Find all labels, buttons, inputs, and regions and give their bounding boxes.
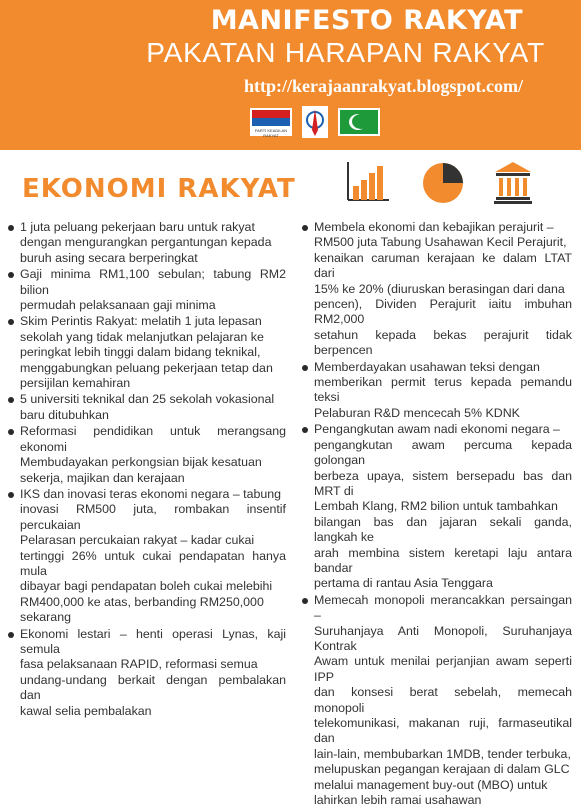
- manifesto-item: [6, 314, 286, 391]
- manifesto-item-line: Reformasi pendidikan untuk merangsang ekonomi: [20, 424, 286, 454]
- manifesto-item: [6, 220, 286, 266]
- manifesto-item-line: melalui management buy-out (MBO) untuk: [314, 777, 548, 792]
- manifesto-item-line: RM400,000 ke atas, berbanding RM250,000: [20, 594, 264, 609]
- manifesto-item-line: buruh asing secara berperingkat: [20, 250, 198, 265]
- pie-chart-icon: [420, 160, 466, 206]
- manifesto-item-line: permudah pelaksanaan gaji minima: [20, 298, 216, 313]
- manifesto-item-line: Memberdayakan usahawan teksi dengan: [314, 359, 540, 374]
- manifesto-item-line: Ekonomi lestari – henti operasi Lynas, kaji semula: [20, 626, 286, 656]
- section-title: EKONOMI RAKYAT: [22, 174, 296, 204]
- manifesto-item-line: inovasi RM500 juta, rombakan insentif percukaian: [20, 502, 286, 532]
- manifesto-item-line: kawal selia pembalakan: [20, 703, 152, 718]
- manifesto-item-line: sekolah yang tidak melanjutkan pelajaran ke: [20, 329, 264, 344]
- manifesto-item-line: telekomunikasi, makanan ruji, farmaseutikal dan: [314, 716, 572, 746]
- manifesto-item-line: bilangan bas dan jajaran sekali ganda, langkah ke: [314, 514, 572, 545]
- header-banner: [0, 0, 581, 150]
- manifesto-item: [6, 392, 286, 423]
- manifesto-item-line: peringkat lebih tinggi dalam bidang teknikal,: [20, 345, 261, 360]
- manifesto-item: [6, 267, 286, 313]
- manifesto-item-line: Pelaburan R&D mencecah 5% KDNK: [314, 405, 520, 420]
- manifesto-item-line: dan konsesi berat sebelah, memecah monopoli: [314, 685, 572, 715]
- manifesto-item-line: dibayar bagi pendapatan boleh cukai melebihi: [20, 579, 273, 594]
- party-logos: [250, 106, 380, 138]
- manifesto-item-line: pencen), Dividen Perajurit iaitu imbuhan RM2,000: [314, 297, 572, 327]
- manifesto-item: [300, 220, 572, 359]
- manifesto-item-line: sekerja, majikan dan kerajaan: [20, 470, 185, 485]
- manifesto-item-line: 15% ke 20% (diuruskan berasingan dari dana: [314, 281, 565, 296]
- manifesto-item: [6, 487, 286, 626]
- manifesto-item-line: Membudayakan perkongsian bijak kesatuan: [20, 455, 262, 470]
- manifesto-item-line: melupuskan pegangan kerajaan di dalam GLC: [314, 762, 570, 777]
- manifesto-item-line: Lembah Klang, RM2 bilion untuk tambahkan: [314, 499, 558, 514]
- manifesto-item-line: menggabungkan peluang pekerjaan tetap dan: [20, 360, 273, 375]
- manifesto-item-line: Skim Perintis Rakyat: melatih 1 juta lepasan: [20, 314, 262, 329]
- pkr-logo: [250, 108, 292, 136]
- manifesto-item-line: berbeza upaya, sistem bersepadu bas dan MRT di: [314, 468, 572, 498]
- manifesto-item-line: Memecah monopoli merancakkan persaingan –: [314, 592, 572, 623]
- manifesto-item-line: dengan mengurangkan pergantungan kepada: [20, 235, 272, 250]
- manifesto-item-line: tertinggi 26% untuk cukai pendapatan hanya mula: [20, 548, 286, 578]
- manifesto-item-line: 1 juta peluang pekerjaan baru untuk rakyat: [20, 220, 255, 234]
- banner-subtitle: PAKATAN HARAPAN RAKYAT: [146, 37, 545, 68]
- manifesto-item-line: sekarang: [20, 610, 71, 625]
- manifesto-item-line: Gaji minima RM1,100 sebulan; tabung RM2 bilion: [20, 267, 286, 297]
- manifesto-item: [300, 360, 572, 422]
- manifesto-item-line: fasa pelaksanaan RAPID, reformasi semua: [20, 657, 258, 672]
- manifesto-item-line: baru ditubuhkan: [20, 407, 109, 422]
- left-column: [6, 220, 286, 720]
- manifesto-item-line: arah membina sistem keretapi laju antara bandar: [314, 545, 572, 575]
- manifesto-item-line: IKS dan inovasi teras ekonomi negara – tabung: [20, 486, 282, 501]
- manifesto-item-line: RM500 juta Tabung Usahawan Kecil Perajurit,: [314, 235, 567, 250]
- manifesto-item-line: Suruhanjaya Anti Monopoli, Suruhanjaya Kontrak: [314, 623, 572, 653]
- manifesto-item-line: 5 universiti teknikal dan 25 sekolah vokasional: [20, 392, 275, 407]
- manifesto-item-line: undang-undang berkait dengan pembalakan dan: [20, 672, 286, 703]
- manifesto-item-line: Pengangkutan awam nadi ekonomi negara –: [314, 422, 560, 437]
- manifesto-item-line: kenaikan caruman kerajaan ke dalam LTAT dari: [314, 250, 572, 281]
- manifesto-item-line: memberikan permit terus kepada pemandu teksi: [314, 375, 572, 405]
- blog-url-link[interactable]: http://kerajaanrakyat.blogspot.com/: [244, 76, 523, 96]
- manifesto-item-line: lahirkan lebih ramai usahawan: [314, 793, 482, 808]
- manifesto-item-line: Awam untuk menilai perjanjian awam seperti IPP: [314, 654, 572, 684]
- manifesto-item-line: persijilan kemahiran: [20, 376, 131, 391]
- banner-title: MANIFESTO RAKYAT: [210, 5, 523, 36]
- right-column: [300, 220, 572, 809]
- manifesto-item-line: pertama di rantau Asia Tenggara: [314, 576, 493, 591]
- dap-logo: [302, 106, 328, 138]
- bank-building-icon: [493, 160, 533, 204]
- pkr-logo-text: PARTI KEADILAN RAKYAT: [254, 128, 288, 138]
- manifesto-item: [300, 593, 572, 809]
- manifesto-item: [6, 627, 286, 719]
- bar-chart-icon: [345, 160, 391, 204]
- manifesto-item: [300, 422, 572, 591]
- manifesto-item-line: Membela ekonomi dan kebajikan perajurit –: [314, 220, 554, 234]
- pas-logo: [338, 108, 380, 136]
- manifesto-item: [6, 424, 286, 486]
- manifesto-item-line: Pelarasan percukaian rakyat – kadar cukai: [20, 533, 255, 548]
- manifesto-item-line: lain-lain, membubarkan 1MDB, tender terbuka,: [314, 746, 571, 761]
- manifesto-item-line: pengangkutan awam percuma kepada golongan: [314, 437, 572, 468]
- manifesto-item-line: setahun kepada bekas perajurit tidak berpencen: [314, 327, 572, 358]
